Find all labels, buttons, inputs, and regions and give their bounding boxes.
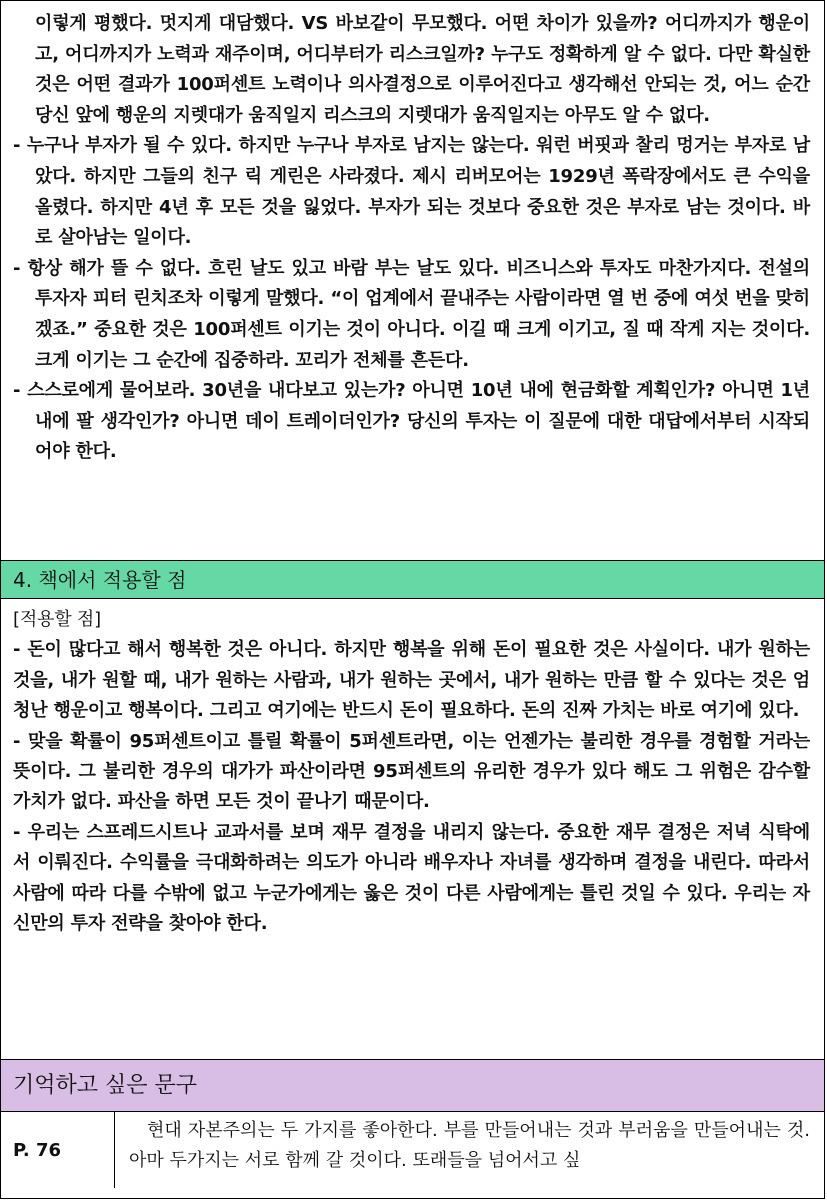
- summary-continued-block: [1, 1, 824, 561]
- summary-intro-paragraph: 이렇게 평했다. 멋지게 대담했다. VS 바보같이 무모했다. 어떤 차이가 있을까? 어디까지가 행운이고, 어디까지가 노력과 재주이며, 어디부터가 리스크일까? 누구도 정확하게 알 수 없다. 다만 확실한 것은 어떤 결과가 100퍼센트 노력이나 의사결정으로 이루어진다고 생각해선 안되는 것, 어느 순간 당신 앞에 행운의 지렛대가 움직일지 리스크의 지렛대가 움직일지는 아무도 알 수 없다.: [35, 13, 810, 126]
- summary-bullet-2: - 항상 해가 뜰 수 없다. 흐린 날도 있고 바람 부는 날도 있다. 비즈니스와 투자도 마찬가지다. 전설의 투자자 피터 린치조차 이렇게 말했다. “이 업계에서 끝내주는 사람이라면 열 번 중에 여섯 번을 맞히겠죠.” 중요한 것은 100퍼센트 이기는 것이 아니다. 이길 때 크게 이기고, 질 때 작게 지는 것이다. 크게 이기는 그 순간에 집중하라. 꼬리가 전체를 흔든다.: [13, 257, 810, 371]
- apply-paragraph-3: - 우리는 스프레드시트나 교과서를 보며 재무 결정을 내리지 않는다. 중요한 재무 결정은 저녁 식탁에서 이뤄진다. 수익률을 극대화하려는 의도가 아니라 배우자나 자녀를 생각하며 결정을 내린다. 따라서 사람에 따라 다를 수밖에 없고 누군가에게는 옳은 것이 다른 사람에게는 틀린 것일 수 있다. 우리는 자신만의 투자 전략을 찾아야 한다.: [13, 821, 810, 935]
- apply-label: [적용할 점]: [13, 609, 101, 630]
- apply-paragraph-1: - 돈이 많다고 해서 행복한 것은 아니다. 하지만 행복을 위해 돈이 필요한 것은 사실이다. 내가 원하는 것을, 내가 원할 때, 내가 원하는 사람과, 내가 원하는 곳에서, 내가 원하는 만큼 할 수 있다는 것은 엄청난 행운이고 행복이다. 그리고 여기에는 반드시 돈이 필요하다. 돈의 진짜 가치는 바로 여기에 있다.: [13, 639, 810, 722]
- quotes-section-header: 기억하고 싶은 문구: [1, 1060, 824, 1112]
- quote-page-number: P. 76: [1, 1112, 115, 1188]
- apply-paragraph-2: - 맞을 확률이 95퍼센트이고 틀릴 확률이 5퍼센트라면, 이는 언젠가는 불리한 경우를 경험할 거라는 뜻이다. 그 불리한 경우의 대가가 파산이라면 95퍼센트의 유리한 경우가 있다 해도 그 위험은 감수할 가치가 없다. 파산을 하면 모든 것이 끝나기 때문이다.: [13, 730, 810, 813]
- apply-section-header: 4. 책에서 적용할 점: [1, 561, 824, 599]
- summary-bullet-3: - 스스로에게 물어보라. 30년을 내다보고 있는가? 아니면 10년 내에 현금화할 계획인가? 아니면 1년 내에 팔 생각인가? 아니면 데이 트레이더인가? 당신의 투자는 이 질문에 대한 대답에서부터 시작되어야 한다.: [13, 380, 810, 463]
- apply-section-block: [1, 599, 824, 1060]
- quote-row: [1, 1112, 824, 1188]
- quote-text: 현대 자본주의는 두 가지를 좋아한다. 부를 만들어내는 것과 부러움을 만들어내는 것. 아마 두가지는 서로 함께 갈 것이다. 또래들을 넘어서고 싶: [129, 1120, 810, 1171]
- summary-bullet-1: - 누구나 부자가 될 수 있다. 하지만 누구나 부자로 남지는 않는다. 워런 버핏과 찰리 멍거는 부자로 남았다. 하지만 그들의 친구 릭 게린은 사라졌다. 제시 리버모어는 1929년 폭락장에서도 큰 수익을 올렸다. 하지만 4년 후 모든 것을 잃었다. 부자가 되는 것보다 중요한 것은 부자로 남는 것이다. 바로 살아남는 일이다.: [13, 135, 810, 249]
